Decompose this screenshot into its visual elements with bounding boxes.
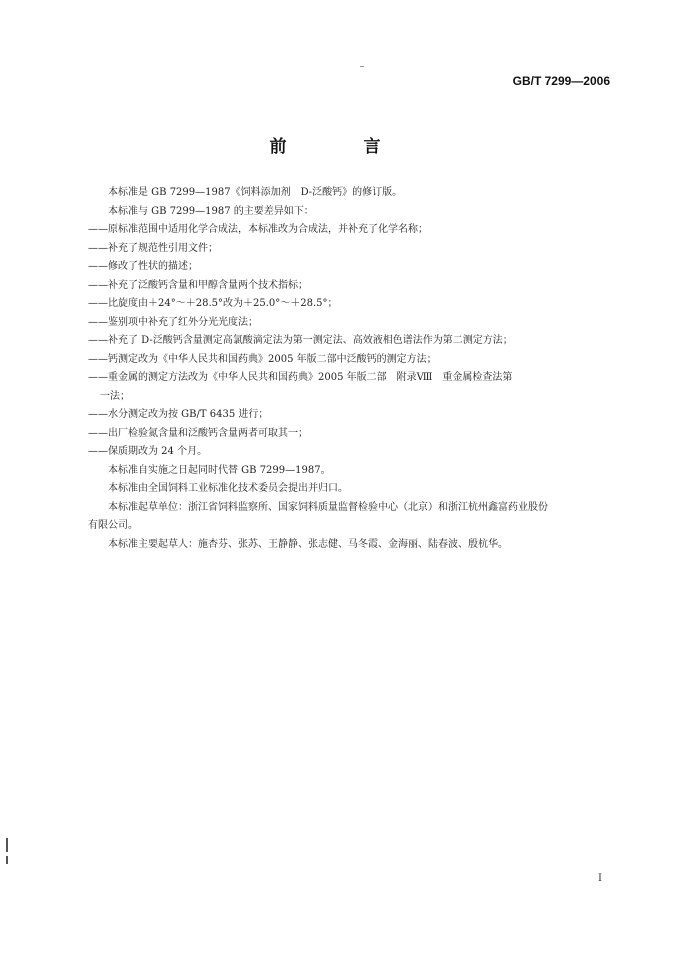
standard-code: GB/T 7299—2006 xyxy=(512,74,610,88)
difference-item: ——保质期改为 24 个月。 xyxy=(88,446,208,457)
proposer-statement: 本标准由全国饲料工业标准化技术委员会提出并归口。 xyxy=(108,483,348,494)
page-title: 前 言 xyxy=(269,137,411,157)
difference-item: ——水分测定改为按 GB/T 6435 进行； xyxy=(88,409,269,420)
differences-intro: 本标准与 GB 7299—1987 的主要差异如下： xyxy=(108,205,314,217)
difference-item: ——重金属的测定方法改为《中华人民共和国药典》2005 年版二部 附录Ⅷ 重金属检查法第 xyxy=(88,372,513,383)
difference-item: ——鉴别项中补充了红外分光光度法； xyxy=(88,316,258,328)
replacement-statement: 本标准自实施之日起同时代替 GB 7299—1987。 xyxy=(108,464,331,476)
difference-item: ——修改了性状的描述； xyxy=(88,261,198,272)
scan-mark xyxy=(6,838,8,852)
drafting-units: 本标准起草单位：浙江省饲料监察所、国家饲料质量监督检验中心（北京）和浙江杭州鑫富药业股份 xyxy=(108,501,548,513)
difference-item: ——补充了 D-泛酸钙含量测定高氯酸滴定法为第一测定法、高效液相色谱法作为第二测定方法； xyxy=(88,335,513,346)
drafting-units-continuation: 有限公司。 xyxy=(88,520,138,531)
intro-paragraph: 本标准是 GB 7299—1987《饲料添加剂 D-泛酸钙》的修订版。 xyxy=(108,187,403,198)
difference-item: ——补充了泛酸钙含量和甲醇含量两个技术指标； xyxy=(88,279,308,291)
difference-item: ——补充了规范性引用文件； xyxy=(88,242,218,254)
difference-item-continuation: 一法； xyxy=(100,390,130,402)
foreword-body xyxy=(88,184,630,554)
difference-item: ——比旋度由＋24°～＋28.5°改为＋25.0°～＋28.5°； xyxy=(88,298,338,309)
difference-item: ——原标准范围中适用化学合成法，本标准改为合成法，并补充了化学名称； xyxy=(88,224,428,235)
difference-item: ——钙测定改为《中华人民共和国药典》2005 年版二部中泛酸钙的测定方法； xyxy=(88,353,437,365)
scan-mark xyxy=(6,856,8,864)
page-number: I xyxy=(598,873,602,884)
drafters: 本标准主要起草人：施杏芬、张苏、王静静、张志健、马冬霞、金海丽、陆春波、殷杭华。 xyxy=(108,538,508,550)
scan-mark xyxy=(360,66,364,67)
difference-item: ——出厂检验氮含量和泛酸钙含量两者可取其一； xyxy=(88,427,308,439)
